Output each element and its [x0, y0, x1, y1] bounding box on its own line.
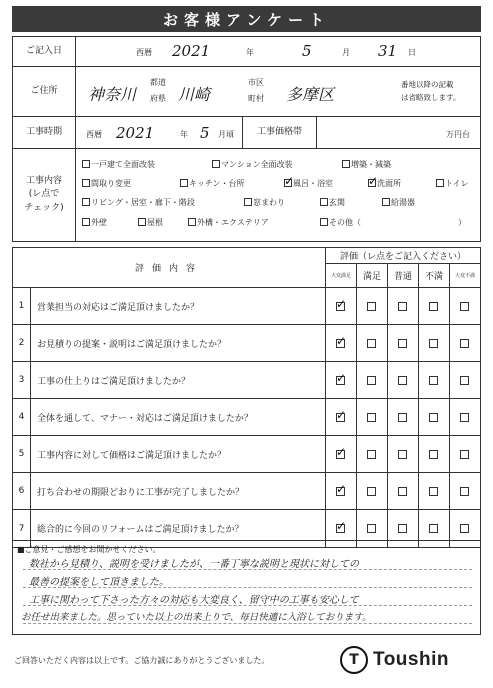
work-option-other[interactable]: その他（ — [320, 217, 361, 228]
rating-col-very-satisfied: 大変満足 — [326, 264, 357, 287]
question-row — [13, 362, 480, 399]
rating-cell-neutral — [388, 473, 419, 509]
rating-col-dissatisfied: 不満 — [419, 264, 450, 287]
comment-line-rule — [23, 623, 472, 624]
comment-line-3: 工事に関わって下さった方々の対応も大変良く、留守中の工事も安心して — [29, 595, 359, 606]
date-day-unit: 日 — [408, 48, 416, 57]
work-option-window[interactable]: 窓まわり — [244, 197, 285, 208]
address-row — [13, 67, 480, 117]
date-row — [13, 37, 480, 67]
question-text: お見積りの提案・説明はご満足頂けましたか？ — [31, 325, 326, 361]
comments-header: ■ご意見・ご感想をお聞かせください。 — [17, 545, 161, 554]
work-content-label: 工事内容 (レ点で チェック) — [13, 149, 76, 241]
construction-period-label: 工事時期 — [13, 117, 76, 148]
rating-checkbox-neutral[interactable] — [398, 413, 407, 422]
rating-checkbox-very-dissatisfied[interactable] — [460, 376, 469, 385]
checkbox-entrance[interactable] — [320, 198, 328, 206]
checkbox-living[interactable] — [82, 198, 90, 206]
rating-cell-very-dissatisfied — [450, 288, 480, 324]
rating-checkbox-neutral[interactable] — [398, 302, 407, 311]
rating-checkbox-dissatisfied[interactable] — [429, 487, 438, 496]
question-number: 6 — [13, 473, 31, 509]
question-text: 営業担当の対応はご満足頂けましたか？ — [31, 288, 326, 324]
rating-cell-neutral — [388, 325, 419, 361]
question-rows — [13, 288, 480, 547]
rating-cell-neutral — [388, 436, 419, 472]
work-option-other-close: ） — [458, 218, 466, 227]
price-range-unit: 万円台 — [446, 130, 470, 139]
price-range-label: 工事価格帯 — [243, 117, 317, 148]
rating-cell-dissatisfied — [419, 436, 450, 472]
rating-checkbox-very-satisfied[interactable] — [336, 524, 345, 533]
company-logo — [340, 646, 449, 674]
construction-era: 西暦 — [86, 130, 102, 139]
comment-line-2: 最善の提案をして頂きました。 — [29, 577, 169, 588]
work-option-exterior[interactable]: 外構・エクステリア — [188, 217, 269, 228]
rating-cell-dissatisfied — [419, 399, 450, 435]
question-row — [13, 473, 480, 510]
construction-month-value[interactable]: 5 — [200, 124, 210, 142]
rating-checkbox-satisfied[interactable] — [367, 450, 376, 459]
rating-cell-very-dissatisfied — [450, 473, 480, 509]
work-option-toilet[interactable]: トイレ — [436, 178, 469, 189]
construction-year-value[interactable]: 2021 — [116, 124, 155, 142]
work-option-entrance[interactable]: 玄関 — [320, 197, 345, 208]
address-note-line2: は省略致します。 — [401, 93, 461, 102]
checkbox-window[interactable] — [244, 198, 252, 206]
checkbox-bath[interactable] — [284, 179, 292, 187]
question-row — [13, 436, 480, 473]
construction-month-unit: 月頃 — [218, 130, 234, 139]
rating-checkbox-satisfied[interactable] — [367, 339, 376, 348]
rating-checkbox-neutral[interactable] — [398, 376, 407, 385]
question-number: 5 — [13, 436, 31, 472]
rating-checkbox-satisfied[interactable] — [367, 487, 376, 496]
rating-options — [326, 399, 480, 435]
rating-checkbox-neutral[interactable] — [398, 450, 407, 459]
rating-cell-dissatisfied — [419, 362, 450, 398]
work-option-kitchen[interactable]: キッチン・台所 — [180, 178, 244, 189]
question-text: 総合的に今回のリフォームはご満足頂けましたか？ — [31, 510, 326, 547]
question-number: 7 — [13, 510, 31, 547]
checkbox-layout[interactable] — [82, 179, 90, 187]
rating-cell-very-satisfied — [326, 362, 357, 398]
checkbox-mansion[interactable] — [212, 160, 220, 168]
rating-cell-satisfied — [357, 288, 388, 324]
question-row — [13, 325, 480, 362]
city-unit-top: 市区 — [248, 78, 264, 87]
rating-cell-neutral — [388, 362, 419, 398]
rating-header: 評価（レ点をご記入ください） — [326, 248, 480, 264]
evaluation-table — [12, 247, 481, 548]
rating-cell-very-satisfied — [326, 325, 357, 361]
rating-cell-very-dissatisfied — [450, 436, 480, 472]
checkbox-washroom[interactable] — [368, 179, 376, 187]
question-text: 工事の仕上りはご満足頂けましたか？ — [31, 362, 326, 398]
date-day-value[interactable]: 31 — [378, 42, 398, 60]
rating-cell-very-satisfied — [326, 436, 357, 472]
rating-col-satisfied: 満足 — [357, 264, 388, 287]
prefecture-value[interactable]: 神奈川 — [88, 85, 137, 104]
comments-box[interactable] — [12, 540, 481, 635]
rating-checkbox-neutral[interactable] — [398, 339, 407, 348]
city-value[interactable]: 川崎 — [178, 85, 211, 104]
work-options — [76, 149, 480, 241]
rating-cell-neutral — [388, 399, 419, 435]
rating-checkbox-dissatisfied[interactable] — [429, 339, 438, 348]
question-row — [13, 399, 480, 436]
rating-checkbox-very-dissatisfied[interactable] — [460, 524, 469, 533]
evaluation-header — [13, 248, 480, 288]
address-label: ご住所 — [13, 67, 76, 116]
logo-mark-icon: T — [340, 646, 368, 674]
question-text: 工事内容に対して価格はご満足頂けましたか？ — [31, 436, 326, 472]
question-row — [13, 288, 480, 325]
date-era: 西暦 — [136, 48, 152, 57]
work-option-water-heater[interactable]: 給湯器 — [382, 197, 415, 208]
rating-checkbox-dissatisfied[interactable] — [429, 413, 438, 422]
work-option-mansion[interactable]: マンション全面改装 — [212, 159, 293, 170]
rating-cell-dissatisfied — [419, 288, 450, 324]
work-option-bath[interactable]: ✓ 風呂・浴室 — [284, 178, 333, 189]
rating-options — [326, 288, 480, 324]
work-option-extension[interactable]: 増築・減築 — [342, 159, 391, 170]
work-option-roof[interactable]: 屋根 — [138, 217, 163, 228]
checkbox-extension[interactable] — [342, 160, 350, 168]
rating-checkbox-very-dissatisfied[interactable] — [460, 413, 469, 422]
question-number: 4 — [13, 399, 31, 435]
logo-text: Toushin — [373, 649, 449, 670]
rating-checkbox-dissatisfied[interactable] — [429, 450, 438, 459]
rating-cell-dissatisfied — [419, 473, 450, 509]
work-option-exterior-wall[interactable]: 外壁 — [82, 217, 107, 228]
rating-checkbox-satisfied[interactable] — [367, 524, 376, 533]
work-option-whole-house[interactable]: 一戸建て全面改装 — [82, 159, 155, 170]
rating-cell-very-dissatisfied — [450, 325, 480, 361]
price-range-field[interactable] — [317, 117, 480, 148]
rating-checkbox-satisfied[interactable] — [367, 376, 376, 385]
checkbox-roof[interactable] — [138, 218, 146, 226]
rating-cell-very-satisfied — [326, 473, 357, 509]
checkbox-toilet[interactable] — [436, 179, 444, 187]
rating-checkbox-very-dissatisfied[interactable] — [460, 339, 469, 348]
rating-cell-satisfied — [357, 325, 388, 361]
rating-checkbox-very-satisfied[interactable] — [336, 450, 345, 459]
date-year-unit: 年 — [246, 48, 254, 57]
rating-checkbox-very-satisfied[interactable] — [336, 413, 345, 422]
question-text: 全体を通して、マナー・対応はご満足頂けましたか？ — [31, 399, 326, 435]
rating-checkbox-neutral[interactable] — [398, 524, 407, 533]
date-year-value[interactable]: 2021 — [172, 42, 211, 60]
rating-cell-very-dissatisfied — [450, 362, 480, 398]
checkbox-exterior[interactable] — [188, 218, 196, 226]
question-number: 3 — [13, 362, 31, 398]
checkbox-other[interactable] — [320, 218, 328, 226]
work-option-layout[interactable]: 間取り変更 — [82, 178, 131, 189]
checkbox-kitchen[interactable] — [180, 179, 188, 187]
rating-options — [326, 362, 480, 398]
rating-col-very-dissatisfied: 大変不満 — [454, 273, 475, 279]
rating-col-neutral: 普通 — [388, 264, 419, 287]
prefecture-unit-bottom: 府県 — [150, 94, 166, 103]
rating-checkbox-dissatisfied[interactable] — [429, 524, 438, 533]
checkbox-whole-house[interactable] — [82, 160, 90, 168]
rating-checkbox-dissatisfied[interactable] — [429, 302, 438, 311]
rating-checkbox-very-satisfied[interactable] — [336, 376, 345, 385]
rating-checkbox-very-dissatisfied[interactable] — [460, 487, 469, 496]
date-month-unit: 月 — [342, 48, 350, 57]
rating-options — [326, 436, 480, 472]
work-content-row — [13, 149, 480, 241]
date-month-value[interactable]: 5 — [302, 42, 312, 60]
rating-options — [326, 473, 480, 509]
question-text: 打ち合わせの期限どおりに工事が完了しましたか？ — [31, 473, 326, 509]
question-number: 1 — [13, 288, 31, 324]
checkbox-water-heater[interactable] — [382, 198, 390, 206]
rating-cell-very-satisfied — [326, 288, 357, 324]
rating-options — [326, 325, 480, 361]
checkbox-exterior-wall[interactable] — [82, 218, 90, 226]
survey-title: お客様アンケート — [12, 6, 481, 32]
address-note-line1: 番地以降の記載 — [401, 80, 454, 89]
comment-line-1: 数社から見積り、説明を受けましたが、一番丁寧な説明と現状に対しての — [29, 559, 359, 570]
ward-value[interactable]: 多摩区 — [286, 85, 335, 104]
construction-period-row — [13, 117, 480, 149]
rating-cell-very-satisfied — [326, 399, 357, 435]
rating-cell-very-dissatisfied — [450, 399, 480, 435]
city-unit-bottom: 町村 — [248, 94, 264, 103]
prefecture-unit-top: 都道 — [150, 78, 166, 87]
rating-checkbox-very-satisfied[interactable] — [336, 339, 345, 348]
question-number: 2 — [13, 325, 31, 361]
evaluation-content-header: 評価内容 — [13, 248, 326, 287]
rating-checkbox-very-dissatisfied[interactable] — [460, 450, 469, 459]
rating-cell-dissatisfied — [419, 325, 450, 361]
rating-checkbox-neutral[interactable] — [398, 487, 407, 496]
rating-checkbox-very-satisfied[interactable] — [336, 487, 345, 496]
rating-cell-satisfied — [357, 362, 388, 398]
rating-checkbox-dissatisfied[interactable] — [429, 376, 438, 385]
rating-cell-neutral — [388, 288, 419, 324]
customer-info-form — [12, 36, 481, 242]
footer-thanks: ご回答いただく内容は以上です。ご協力誠にありがとうございました。 — [14, 656, 270, 665]
comment-line-4: お任せ出来ました。思っていた以上の出来上りで、毎日快適に入浴しております。 — [21, 612, 372, 623]
rating-checkbox-satisfied[interactable] — [367, 302, 376, 311]
rating-checkbox-very-dissatisfied[interactable] — [460, 302, 469, 311]
rating-checkbox-satisfied[interactable] — [367, 413, 376, 422]
date-label: ご記入日 — [13, 37, 76, 66]
rating-cell-satisfied — [357, 473, 388, 509]
rating-cell-satisfied — [357, 436, 388, 472]
construction-year-unit: 年 — [180, 130, 188, 139]
rating-cell-satisfied — [357, 399, 388, 435]
work-option-living[interactable]: リビング・居室・廊下・階段 — [82, 197, 195, 208]
work-option-washroom[interactable]: ✓ 洗面所 — [368, 178, 401, 189]
rating-checkbox-very-satisfied[interactable] — [336, 302, 345, 311]
